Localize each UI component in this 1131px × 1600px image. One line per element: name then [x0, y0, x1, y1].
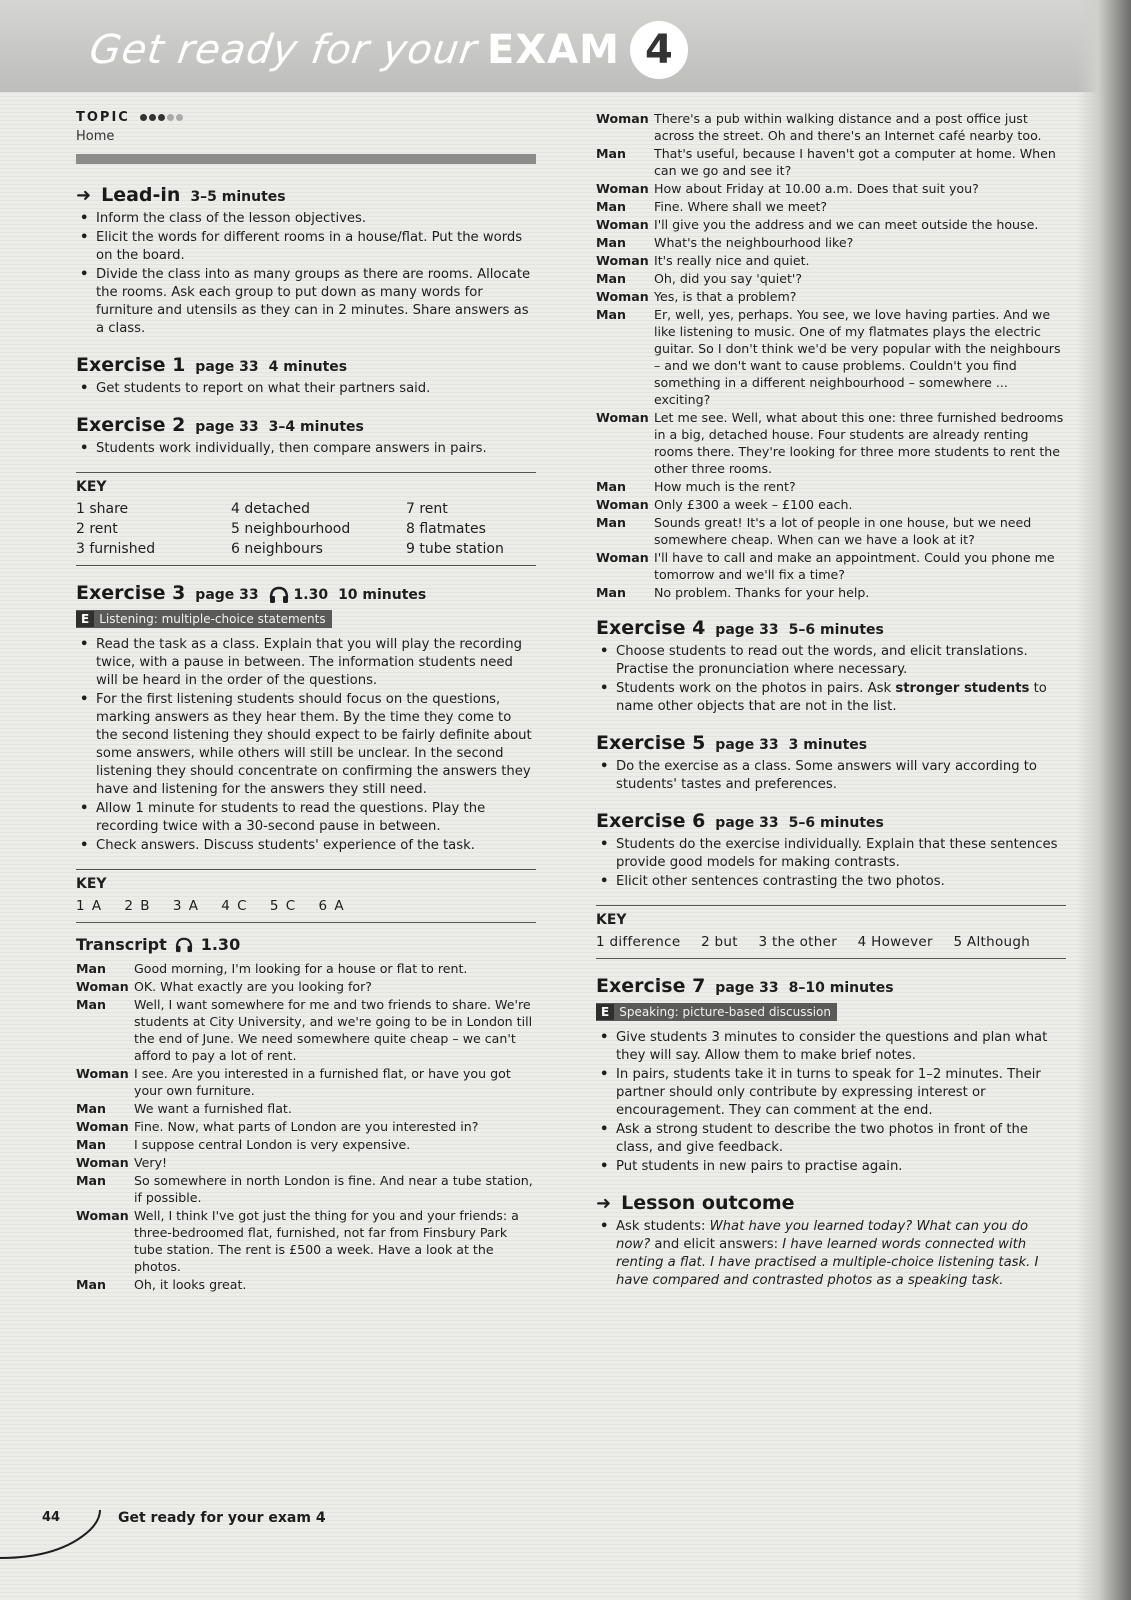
exercise-7-time: 8–10 minutes [788, 980, 894, 996]
key-box-2 [76, 869, 536, 923]
transcript-line [596, 306, 1066, 408]
transcript-right [596, 110, 1066, 601]
badge-text: Speaking: picture-based discussion [619, 1005, 832, 1019]
speaker: Woman [76, 1119, 129, 1134]
transcript-heading [76, 935, 536, 954]
speaker: Man [596, 146, 626, 161]
transcript-line [596, 198, 1066, 215]
exercise-7-heading [596, 975, 1066, 997]
book-spine-shadow [1076, 0, 1131, 1600]
list-item: • Put students in new pairs to practise again. [596, 1158, 1066, 1176]
header-banner [0, 0, 1131, 92]
speaker: Woman [76, 1208, 129, 1223]
exercise-3-list [76, 636, 536, 855]
utterance: It's really nice and quiet. [654, 253, 810, 268]
headphones-icon [175, 937, 193, 953]
utterance: There's a pub within walking distance and a post office just across the street. Oh and there's an Internet café nearby too. [654, 111, 1042, 143]
speaker: Man [596, 307, 626, 322]
exam-skill-badge [76, 610, 332, 628]
key-item: 1 share [76, 501, 129, 517]
list-item: • Do the exercise as a class. Some answers will vary according to students' tastes and preferences. [596, 758, 1066, 794]
transcript-line [596, 409, 1066, 477]
speaker: Woman [596, 497, 649, 512]
speaker: Man [76, 1173, 106, 1188]
exercise-3-page: page 33 [195, 587, 259, 603]
key-item: 5 C [269, 898, 297, 914]
exercise-2-title: Exercise 2 [76, 414, 186, 436]
speaker: Man [76, 1101, 106, 1116]
exercise-1-title: Exercise 1 [76, 354, 186, 376]
transcript-line [76, 996, 536, 1064]
transcript-line [76, 1065, 536, 1099]
utterance: Well, I want somewhere for me and two friends to share. We're students at City University, and we're going to be in London till the end of June. We need somewhere quite cheap – we can't afford to pay a lot of rent. [134, 997, 533, 1063]
title-exam: EXAM [487, 27, 620, 73]
utterance: I'll have to call and make an appointment. Could you phone me tomorrow and we'll fix a time? [654, 550, 1055, 582]
utterance: Yes, is that a problem? [654, 289, 797, 304]
utterance: How about Friday at 10.00 a.m. Does that suit you? [654, 181, 979, 196]
key-item: 5 neighbourhood [231, 521, 351, 537]
list-item: • Choose students to read out the words, and elicit translations. Practise the pronunciation where necessary. [596, 643, 1066, 679]
leadin-list [76, 210, 536, 338]
utterance: That's useful, because I haven't got a computer at home. When can we go and see it? [654, 146, 1056, 178]
footer-curve [0, 1500, 120, 1560]
exercise-1-list [76, 380, 536, 398]
title-script: Get ready for your [86, 27, 481, 73]
transcript-line [76, 960, 536, 977]
key-item: 8 flatmates [406, 521, 486, 537]
outcome-heading [596, 1192, 1066, 1214]
exercise-2-list [76, 440, 536, 458]
topic-label-text: TOPIC [76, 110, 130, 125]
list-item: • Give students 3 minutes to consider the questions and plan what they will say. Allow them to make brief notes. [596, 1029, 1066, 1065]
exercise-1-heading [76, 354, 536, 376]
badge-text: Listening: multiple-choice statements [99, 612, 326, 626]
key-item: 6 A [318, 898, 346, 914]
transcript-line [76, 1154, 536, 1171]
exercise-4-page: page 33 [715, 622, 779, 638]
exercise-1-time: 4 minutes [268, 359, 348, 375]
leadin-time: 3–5 minutes [190, 189, 286, 205]
list-item: • Get students to report on what their partners said. [76, 380, 536, 398]
exercise-7-list [596, 1029, 1066, 1176]
key-item: 9 tube station [406, 541, 504, 557]
utterance: OK. What exactly are you looking for? [134, 979, 372, 994]
key-item: 1 A [76, 898, 103, 914]
title-number-badge: 4 [630, 21, 688, 79]
arrow-right-icon: ➜ [76, 185, 92, 206]
speaker: Woman [596, 410, 649, 425]
exercise-3-track [269, 586, 328, 604]
text-run-bold: stronger students [895, 681, 1030, 696]
key-label: KEY [596, 912, 627, 928]
key-item: 3 the other [758, 934, 838, 950]
list-item: • Students do the exercise individually. Explain that these sentences provide good models for making contrasts. [596, 836, 1066, 872]
key-item: 2 B [124, 898, 152, 914]
speaker: Man [76, 961, 106, 976]
exercise-3-title: Exercise 3 [76, 582, 186, 604]
transcript-line [76, 1118, 536, 1135]
key-item: 4 However [857, 934, 933, 950]
key-item: 3 furnished [76, 541, 156, 557]
speaker: Man [76, 997, 106, 1012]
topic-name: Home [76, 129, 115, 144]
utterance: Good morning, I'm looking for a house or flat to rent. [134, 961, 468, 976]
track-number: 1.30 [293, 587, 329, 603]
text-run: and elicit answers: [650, 1237, 783, 1252]
exercise-2-heading [76, 414, 536, 436]
transcript-line [596, 270, 1066, 287]
utterance: Fine. Now, what parts of London are you interested in? [134, 1119, 479, 1134]
arrow-right-icon: ➜ [596, 1193, 612, 1214]
key-item: 4 detached [231, 501, 310, 517]
utterance: So somewhere in north London is fine. And near a tube station, if possible. [134, 1173, 533, 1205]
list-item: • Elicit the words for different rooms in a house/flat. Put the words on the board. [76, 229, 536, 265]
exercise-5-list [596, 758, 1066, 794]
list-item: • Inform the class of the lesson objectives. [76, 210, 536, 228]
badge-letter: E [76, 611, 94, 627]
utterance: Very! [134, 1155, 168, 1170]
exercise-5-page: page 33 [715, 737, 779, 753]
list-item: • For the first listening students should focus on the questions, marking answers as they hear them. By the time they come to the second listening they should expect to be fairly definite about some answers, while others will still be unclear. In the second listening they should concentrate on confirming the answers they have and listening for the answers they still need. [76, 691, 536, 799]
list-item: • Ask a strong student to describe the two photos in front of the class, and give feedback. [596, 1121, 1066, 1157]
transcript-line [596, 496, 1066, 513]
key-box-3 [596, 905, 1066, 959]
left-column [76, 110, 536, 1294]
utterance: Let me see. Well, what about this one: three furnished bedrooms in a big, detached house. Four students are already renting rooms there. They're looking for three more students to rent the other three rooms. [654, 410, 1064, 476]
utterance: I see. Are you interested in a furnished flat, or have you got your own furniture. [134, 1066, 511, 1098]
key-box-1 [76, 472, 536, 566]
exercise-4-title: Exercise 4 [596, 617, 706, 639]
utterance: I suppose central London is very expensive. [134, 1137, 411, 1152]
topic-label [76, 110, 536, 125]
utterance: How much is the rent? [654, 479, 796, 494]
speaker: Man [76, 1137, 106, 1152]
key-item: 5 Although [953, 934, 1031, 950]
exercise-6-page: page 33 [715, 815, 779, 831]
key-item: 4 C [221, 898, 249, 914]
transcript-left [76, 960, 536, 1293]
text-run: to name other objects that are not in the list. [616, 681, 1047, 714]
transcript-line [76, 1276, 536, 1293]
transcript-line [596, 514, 1066, 548]
exercise-1-page: page 33 [195, 359, 259, 375]
key-item: 2 rent [76, 521, 118, 537]
speaker: Man [596, 585, 626, 600]
utterance: What's the neighbourhood like? [654, 235, 854, 250]
transcript-line [76, 1136, 536, 1153]
transcript-line [596, 216, 1066, 233]
speaker: Woman [596, 289, 649, 304]
key-label: KEY [76, 876, 107, 892]
speaker: Woman [76, 1155, 129, 1170]
speaker: Man [596, 235, 626, 250]
exercise-2-time: 3–4 minutes [268, 419, 364, 435]
exercise-5-time: 3 minutes [788, 737, 868, 753]
transcript-line [76, 1207, 536, 1275]
exercise-4-time: 5–6 minutes [788, 622, 884, 638]
exercise-5-heading [596, 732, 1066, 754]
transcript-line [596, 234, 1066, 251]
text-run-italic: What have you learned today? What can you do now? [616, 1219, 1029, 1252]
speaker: Man [596, 515, 626, 530]
list-item: • In pairs, students take it in turns to speak for 1–2 minutes. Their partner should only contribute by expressing interest or encouragement. They can comment at the end. [596, 1066, 1066, 1120]
exercise-6-title: Exercise 6 [596, 810, 706, 832]
exercise-2-page: page 33 [195, 419, 259, 435]
transcript-line [596, 145, 1066, 179]
speaker: Man [76, 1277, 106, 1292]
utterance: Only £300 a week – £100 each. [654, 497, 853, 512]
text-run: Students work on the photos in pairs. Ask [616, 681, 896, 696]
utterance: I'll give you the address and we can meet outside the house. [654, 217, 1039, 232]
key-grid [76, 501, 536, 557]
page-title [86, 20, 688, 80]
exercise-4-list [596, 643, 1066, 716]
speaker: Woman [596, 111, 649, 126]
exam-skill-badge [596, 1003, 837, 1021]
exercise-5-title: Exercise 5 [596, 732, 706, 754]
outcome-title: Lesson outcome [621, 1192, 795, 1214]
utterance: No problem. Thanks for your help. [654, 585, 870, 600]
key-answers [76, 898, 536, 914]
utterance: Oh, it looks great. [134, 1277, 247, 1292]
track-number: 1.30 [200, 935, 241, 954]
speaker: Woman [596, 181, 649, 196]
speaker: Man [596, 199, 626, 214]
list-item: • Elicit other sentences contrasting the two photos. [596, 873, 1066, 891]
topic-divider [76, 154, 536, 164]
exercise-4-heading [596, 617, 1066, 639]
exercise-7-page: page 33 [715, 980, 779, 996]
text-run: Ask students: [616, 1219, 710, 1234]
text-run-italic: I have learned words connected with renting a flat. I have practised a multiple-choice listening task. I have compared and contrasted photos as a speaking task. [616, 1237, 1039, 1288]
speaker: Man [596, 479, 626, 494]
footer-text: Get ready for your exam 4 [118, 1510, 326, 1526]
page-number: 44 [42, 1510, 61, 1525]
leadin-title: Lead-in [101, 184, 181, 206]
list-item: • Check answers. Discuss students' experience of the task. [76, 837, 536, 855]
outcome-list [596, 1218, 1066, 1290]
exercise-3-heading [76, 582, 536, 604]
key-item: 3 A [172, 898, 200, 914]
transcript-line [76, 1100, 536, 1117]
utterance: Er, well, yes, perhaps. You see, we love having parties. And we like listening to music. One of my flatmates plays the electric guitar. So I don't think we'd be very popular with the neighbours – and we don't want to cause problems. Couldn't you find something in a different neighbourhood – somewhere ... exciting? [654, 307, 1061, 407]
transcript-line [596, 180, 1066, 197]
list-item: • Students work individually, then compare answers in pairs. [76, 440, 536, 458]
exercise-7-title: Exercise 7 [596, 975, 706, 997]
key-item: 7 rent [406, 501, 448, 517]
key-item: 1 difference [596, 934, 681, 950]
key-label: KEY [76, 479, 107, 495]
transcript-line [596, 584, 1066, 601]
transcript-line [76, 1172, 536, 1206]
badge-letter: E [596, 1004, 614, 1020]
key-item: 6 neighbours [231, 541, 323, 557]
transcript-line [76, 978, 536, 995]
key-answers [596, 934, 1066, 950]
utterance: We want a furnished flat. [134, 1101, 292, 1116]
transcript-line [596, 288, 1066, 305]
headphones-icon [269, 586, 289, 604]
exercise-6-time: 5–6 minutes [788, 815, 884, 831]
transcript-title: Transcript [76, 935, 167, 954]
speaker: Woman [596, 253, 649, 268]
key-item: 2 but [701, 934, 738, 950]
utterance: Oh, did you say 'quiet'? [654, 271, 803, 286]
speaker: Man [596, 271, 626, 286]
leadin-heading [76, 184, 536, 206]
right-column [596, 110, 1066, 1291]
speaker: Woman [76, 1066, 129, 1081]
list-item: • Allow 1 minute for students to read the questions. Play the recording twice with a 30-second pause in between. [76, 800, 536, 836]
topic-dots-icon [140, 110, 185, 125]
transcript-line [596, 110, 1066, 144]
transcript-line [596, 478, 1066, 495]
speaker: Woman [596, 550, 649, 565]
exercise-3-time: 10 minutes [338, 587, 427, 603]
exercise-6-list [596, 836, 1066, 891]
transcript-line [596, 549, 1066, 583]
utterance: Well, I think I've got just the thing for you and your friends: a three-bedroomed flat, furnished, not far from Finsbury Park tube station. The rent is £500 a week. Have a look at the photos. [134, 1208, 519, 1274]
list-item: • Divide the class into as many groups as there are rooms. Allocate the rooms. Ask each group to put down as many words for furniture and utensils as they can in 2 minutes. Share answers as a class. [76, 266, 536, 338]
footer [0, 1500, 1000, 1560]
list-item [596, 1218, 1066, 1290]
list-item: • Read the task as a class. Explain that you will play the recording twice, with a pause in between. The information students need will be heard in the order of the questions. [76, 636, 536, 690]
transcript-line [596, 252, 1066, 269]
speaker: Woman [76, 979, 129, 994]
utterance: Sounds great! It's a lot of people in one house, but we need somewhere cheap. When can we have a look at it? [654, 515, 1032, 547]
exercise-6-heading [596, 810, 1066, 832]
speaker: Woman [596, 217, 649, 232]
utterance: Fine. Where shall we meet? [654, 199, 828, 214]
list-item [596, 680, 1066, 716]
